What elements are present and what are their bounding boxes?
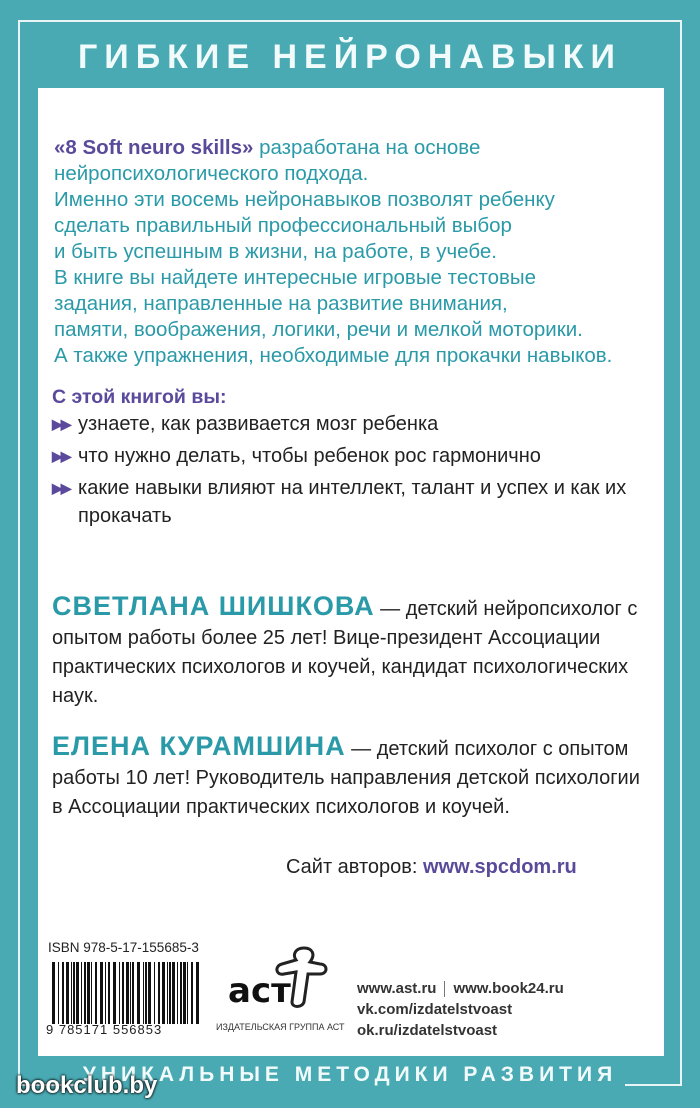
- barcode-bar: [196, 962, 199, 1024]
- barcode-bar: [172, 962, 175, 1024]
- publisher-links: [357, 978, 564, 1041]
- barcode-bar: [132, 962, 134, 1024]
- publisher-caption: ИЗДАТЕЛЬСКАЯ ГРУППА АСТ: [216, 1022, 345, 1032]
- author-1-name: СВЕТЛАНА ШИШКОВА: [52, 591, 375, 621]
- barcode-bar: [105, 962, 106, 1024]
- barcode-bar: [91, 962, 92, 1024]
- list-item: ▶▶ узнаете, как развивается мозг ребенка: [52, 410, 662, 438]
- double-arrow-icon: ▶▶: [52, 416, 70, 432]
- barcode-bar: [113, 962, 116, 1024]
- barcode-bar: [119, 962, 120, 1024]
- barcode-bar: [143, 962, 144, 1024]
- intro-line: Именно эти восемь нейронавыков позволят ребенку: [54, 188, 555, 211]
- site-link[interactable]: www.spcdom.ru: [423, 856, 577, 878]
- barcode-bar: [145, 962, 147, 1024]
- barcode-bar: [52, 962, 55, 1024]
- intro-line: нейропсихологического подхода.: [54, 162, 369, 185]
- barcode-bar: [76, 962, 79, 1024]
- double-arrow-icon: ▶▶: [52, 448, 70, 464]
- benefits-heading: С этой книгой вы:: [52, 386, 227, 408]
- author-2-bio: ЕЛЕНА КУРАМШИНА — детский психолог с опытом работы 10 лет! Руководитель направления детской психологии в Ассоциации практических психологов и коучей.: [52, 731, 640, 818]
- barcode-bar: [137, 962, 140, 1024]
- link-ast[interactable]: www.ast.ru: [357, 980, 437, 997]
- link-book24[interactable]: www.book24.ru: [453, 980, 564, 997]
- svg-text:аст: аст: [228, 971, 291, 1010]
- double-arrow-icon: ▶▶: [52, 480, 70, 496]
- barcode-bar: [158, 962, 160, 1024]
- watermark: bookclub.by: [16, 1072, 158, 1099]
- barcode-bar: [66, 962, 69, 1024]
- barcode-bar: [187, 962, 188, 1024]
- intro-line: и быть успешным в жизни, на работе, в учебе.: [54, 240, 497, 263]
- barcode-number: 9 785171 556853: [46, 1022, 163, 1037]
- intro-paragraph: «8 Soft neuro skills» разработана на основе нейропсихологического подхода. Именно эти восемь нейронавыков позволят ребенку сделать правильный профессиональный выбор и быть успешным в жизни, на работе, в учебе. В книге вы найдете интересные игровые тестовые задания, направленные на развитие внимания, памяти, воображения, логики, речи и мелкой моторики. А также упражнения, необходимые для прокачки навыков.: [54, 135, 654, 369]
- barcode-bar: [73, 962, 75, 1024]
- barcode-bar: [191, 962, 193, 1024]
- intro-line: В книге вы найдете интересные игровые тестовые: [54, 266, 537, 289]
- barcode-bar: [169, 962, 171, 1024]
- list-item: ▶▶ какие навыки влияют на интеллект, талант и успех и как их прокачать: [52, 474, 638, 530]
- divider: [444, 981, 445, 997]
- intro-line: А также упражнения, необходимые для прокачки навыков.: [54, 344, 613, 367]
- barcode-bar: [177, 962, 178, 1024]
- barcode-bar: [162, 962, 165, 1024]
- book-series-title: ГИБКИЕ НЕЙРОНАВЫКИ: [0, 38, 700, 77]
- author-2-name: ЕЛЕНА КУРАМШИНА: [52, 731, 346, 761]
- barcode-bar: [183, 962, 186, 1024]
- barcode-bar: [58, 962, 59, 1024]
- barcode-bar: [180, 962, 182, 1024]
- barcode-bar: [167, 962, 168, 1024]
- barcode-bar: [100, 962, 103, 1024]
- barcode-bar: [71, 962, 72, 1024]
- barcode-bar: [122, 962, 124, 1024]
- barcode-bar: [84, 962, 86, 1024]
- link-vk[interactable]: vk.com/izdatelstvoast: [357, 1001, 513, 1018]
- intro-line: задания, направленные на развитие внимания,: [54, 292, 508, 315]
- barcode-bar: [87, 962, 90, 1024]
- barcode-bar: [81, 962, 82, 1024]
- barcode-bar: [108, 962, 110, 1024]
- barcode-bar: [148, 962, 151, 1024]
- publisher-logo: [226, 944, 330, 1010]
- book-title-bold: «8 Soft neuro skills»: [54, 136, 254, 159]
- authors-site: Сайт авторов: www.spcdom.ru: [286, 856, 577, 878]
- benefits-list: [52, 410, 662, 534]
- barcode: [50, 962, 200, 1024]
- barcode-bar: [126, 962, 129, 1024]
- isbn-text: ISBN 978-5-17-155685-3: [48, 940, 199, 955]
- footer-title: УНИКАЛЬНЫЕ МЕТОДИКИ РАЗВИТИЯ: [0, 1063, 700, 1087]
- link-ok[interactable]: ok.ru/izdatelstvoast: [357, 1022, 498, 1039]
- intro-line: сделать правильный профессиональный выбор: [54, 214, 512, 237]
- barcode-bar: [62, 962, 64, 1024]
- barcode-bar: [95, 962, 97, 1024]
- author-1-bio: СВЕТЛАНА ШИШКОВА — детский нейропсихолог с опытом работы более 25 лет! Вице-президент Ассоциации практических психологов и коучей, кандидат психологических наук.: [52, 591, 638, 707]
- barcode-bar: [154, 962, 155, 1024]
- intro-line: памяти, воображения, логики, речи и мелкой моторики.: [54, 318, 583, 341]
- list-item: ▶▶ что нужно делать, чтобы ребенок рос гармонично: [52, 442, 662, 470]
- barcode-bar: [130, 962, 131, 1024]
